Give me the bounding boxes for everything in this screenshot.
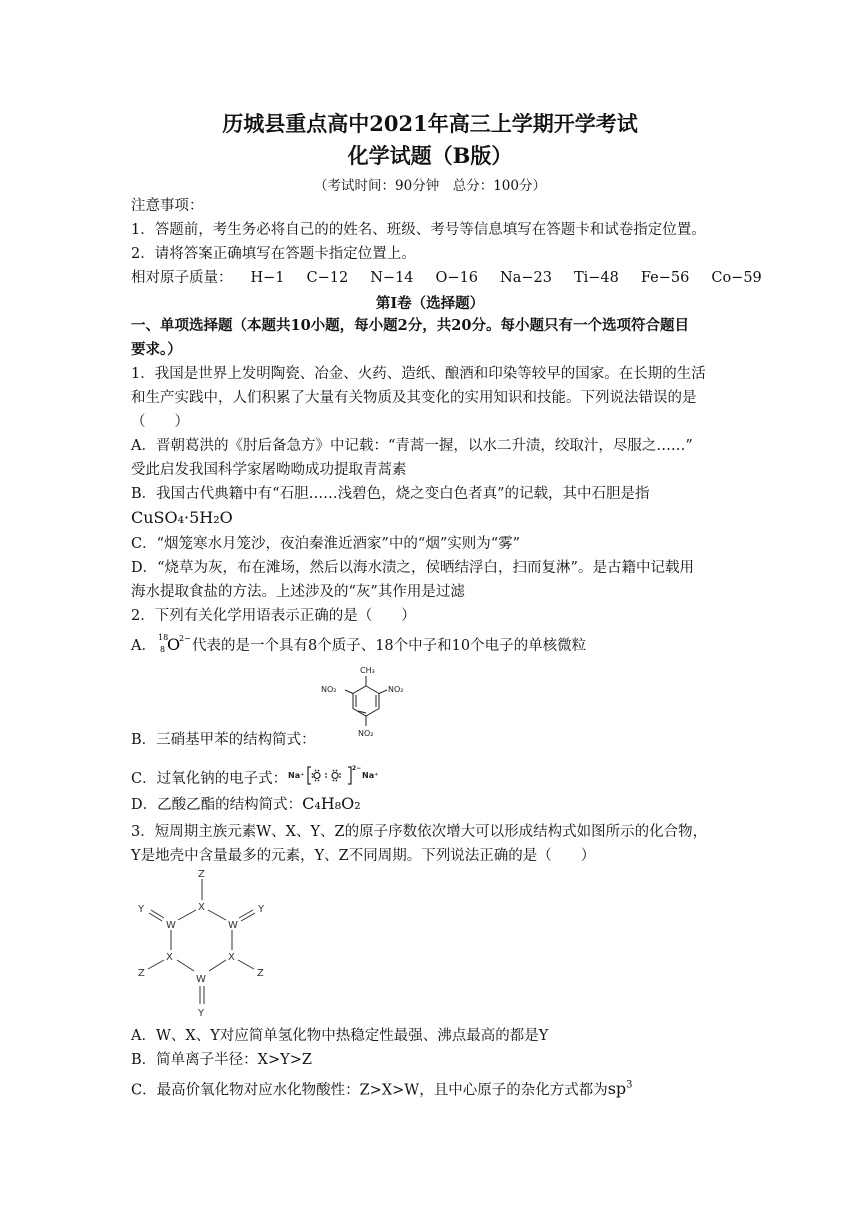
compound-structure-figure	[128, 868, 278, 1020]
atomic-masses-label: 相对原子质量：	[131, 270, 233, 286]
q1-option-d-line2: 海水提取食盐的方法。上述涉及的“灰”其作用是过滤	[131, 584, 465, 600]
atom-y-bottom: Y	[198, 1008, 205, 1019]
note-item-1: 1．答题前，考生务必将自己的的姓名、班级、考号等信息填写在答题卡和试卷指定位置。	[131, 222, 706, 238]
exam-title: 历城县重点高中2021年高三上学期开学考试	[222, 111, 638, 136]
q3-stem-line1: 3．短周期主族元素W、X、Y、Z的原子序数依次增大可以形成结构式如图所示的化合物，	[131, 824, 708, 840]
q1-option-d-line1: D．“烧草为灰，布在滩场，然后以海水渍之，侯晒结浮白，扫而复淋”。是古籍中记载用	[131, 560, 694, 576]
q2-option-c	[131, 764, 383, 794]
atomic-mass-item: C−12	[306, 270, 349, 286]
ethyl-acetate-formula: C₄H₈O₂	[302, 794, 361, 813]
ch3-label: CH₃	[360, 666, 375, 675]
q3-option-b: B．简单离子半径：X>Y>Z	[131, 1052, 312, 1068]
atom-w-left: W	[166, 920, 176, 931]
atom-z-left: Z	[138, 968, 145, 979]
atom-x-right: X	[228, 952, 235, 963]
no2-label-left: NO₂	[321, 685, 337, 694]
oxygen-ion-nuclide	[156, 632, 192, 660]
q1-option-b-line1: B．我国古代典籍中有“石胆……浅碧色，烧之变白色者真”的记载，其中石胆是指	[131, 486, 650, 502]
notes-heading: 注意事项：	[131, 198, 204, 214]
svg-text:2−: 2−	[178, 634, 191, 643]
q2-option-c-text: C．过氧化钠的电子式：	[131, 771, 288, 787]
atomic-masses-list	[251, 268, 784, 288]
q1-stem-line2: 和生产实践中，人们积累了大量有关物质及其变化的实用知识和技能。下列说法错误的是	[131, 390, 697, 406]
na-ion-right: Na⁺	[362, 771, 379, 780]
na-ion-left: Na⁺	[288, 771, 305, 780]
q3-option-c	[131, 1076, 633, 1100]
volume-title: 第Ⅰ卷（选择题）	[375, 295, 485, 312]
exam-info: （考试时间：90分钟 总分：100分）	[314, 178, 546, 194]
q2-option-a-text: 代表的是一个具有8个质子、18个中子和10个电子的单核微粒	[191, 638, 587, 654]
atom-z-top: Z	[198, 869, 205, 880]
atom-z-right: Z	[257, 968, 264, 979]
svg-text:O: O	[166, 635, 181, 654]
q3-option-a: A．W、X、Y对应简单氢化物中热稳定性最强、沸点最高的都是Y	[131, 1028, 549, 1044]
atomic-mass-item: Co−59	[711, 270, 762, 286]
q1-option-a-line2: 受此启发我国科学家屠呦呦成功提取青蒿素	[131, 462, 407, 478]
svg-text:18: 18	[157, 633, 169, 642]
atomic-mass-item: H−1	[250, 270, 285, 286]
q1-stem-line3: （ ）	[131, 414, 189, 430]
sp3-hybridization: $sp^3$	[607, 1079, 633, 1099]
no2-label-bottom: NO₂	[358, 729, 374, 738]
atom-x-top: X	[198, 902, 205, 913]
q1-option-c: C．“烟笼寒水月笼沙，夜泊秦淮近酒家”中的“烟”实则为“雾”	[131, 536, 521, 552]
atomic-mass-item: O−16	[435, 270, 479, 286]
note-item-2: 2．请将答案正确填写在答题卡指定位置上。	[131, 246, 416, 262]
atomic-mass-item: Na−23	[500, 270, 552, 286]
q2-option-d-text: D．乙酸乙酯的结构简式：	[131, 797, 303, 813]
q2-option-b: B．三硝基甲苯的结构简式：	[131, 732, 316, 748]
part-heading-line2: 要求。）	[131, 341, 182, 358]
atom-w-right: W	[228, 920, 238, 931]
q2-option-a-label: A．	[131, 638, 156, 654]
atom-y-left: Y	[138, 904, 145, 915]
atomic-masses	[131, 268, 784, 288]
atomic-mass-item: Ti−48	[573, 270, 619, 286]
q1-stem-line1: 1．我国是世界上发明陶瓷、冶金、火药、造纸、酿酒和印染等较早的国家。在长期的生活	[131, 366, 706, 382]
q2-stem: 2．下列有关化学用语表示正确的是（ ）	[131, 608, 416, 624]
no2-label-right: NO₂	[388, 685, 404, 694]
q2-option-a	[131, 632, 586, 660]
exam-subtitle: 化学试题（B版）	[347, 143, 513, 168]
sodium-peroxide-electron-formula	[287, 764, 383, 794]
atom-x-left: X	[166, 952, 173, 963]
atom-w-bottom: W	[196, 974, 206, 985]
tnt-structure-figure	[318, 662, 414, 744]
svg-text:8: 8	[159, 645, 166, 654]
atomic-mass-item: N−14	[370, 270, 414, 286]
q3-option-c-text: C．最高价氧化物对应水化物酸性：Z>X>W，且中心原子的杂化方式都为	[131, 1082, 608, 1099]
q3-stem-line2: Y是地壳中含量最多的元素，Y、Z不同周期。下列说法正确的是（ ）	[131, 848, 596, 864]
q2-option-d	[131, 794, 361, 815]
part-heading-line1: 一、单项选择题（本题共10小题，每小题2分，共20分。每小题只有一个选项符合题目	[131, 317, 689, 334]
atom-y-right: Y	[258, 904, 265, 915]
atomic-mass-item: Fe−56	[640, 270, 690, 286]
q1-option-b-formula: CuSO₄·5H₂O	[131, 508, 233, 527]
peroxide-charge: 2−	[352, 765, 362, 772]
q1-option-a-line1: A．晋朝葛洪的《肘后备急方》中记载：“青蒿一握，以水二升渍，绞取汁，尽服之……”	[131, 438, 693, 454]
